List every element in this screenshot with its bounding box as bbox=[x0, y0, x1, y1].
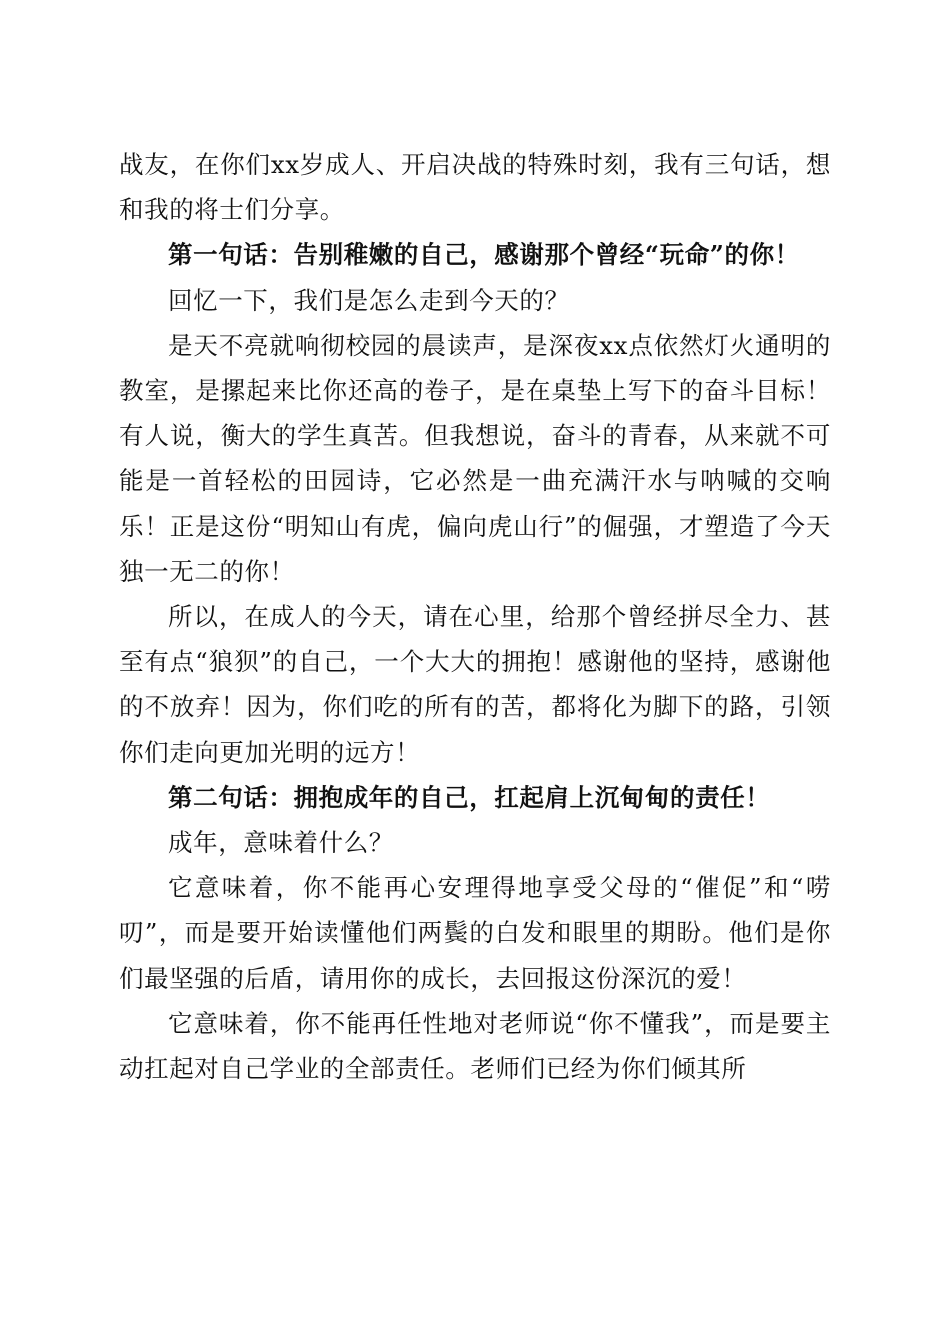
paragraph-embrace: 所以，在成人的今天，请在心里，给那个曾经拼尽全力、甚至有点“狼狈”的自己，一个大大的拥抱！感谢他的坚持，感谢他的不放弃！因为，你们吃的所有的苦，都将化为脚下的路，引领你们走向更加光明的远方！ bbox=[119, 602, 831, 767]
paragraph-struggle: 是天不亮就响彻校园的晨读声，是深夜xx点依然灯火通明的教室，是摞起来比你还高的卷子，是在桌垫上写下的奋斗目标！有人说，衡大的学生真苦。但我想说，奋斗的青春，从来就不可能是一首轻松的田园诗，它必然是一曲充满汗水与呐喊的交响乐！正是这份“明知山有虎，偏向虎山行”的倔强，才塑造了今天独一无二的你！ bbox=[119, 330, 831, 586]
heading-first-sentence: 第一句话：告别稚嫩的自己，感谢那个曾经“玩命”的你！ bbox=[168, 240, 800, 270]
paragraph-teachers: 它意味着，你不能再任性地对老师说“你不懂我”，而是要主动扛起对自己学业的全部责任。老师们已经为你们倾其所 bbox=[119, 1008, 831, 1084]
heading-second-sentence: 第二句话：拥抱成年的自己，扛起肩上沉甸甸的责任！ bbox=[168, 782, 771, 812]
paragraph-adulthood-question: 成年，意味着什么？ bbox=[168, 828, 394, 858]
document-page bbox=[119, 142, 831, 1091]
paragraph-intro: 战友，在你们xx岁成人、开启决战的特殊时刻，我有三句话，想和我的将士们分享。 bbox=[119, 150, 831, 225]
paragraph-recall: 回忆一下，我们是怎么走到今天的？ bbox=[168, 285, 570, 315]
paragraph-parents: 它意味着，你不能再心安理得地享受父母的“催促”和“唠叨”，而是要开始读懂他们两鬓的白发和眼里的期盼。他们是你们最坚强的后盾，请用你的成长，去回报这份深沉的爱！ bbox=[119, 873, 831, 993]
